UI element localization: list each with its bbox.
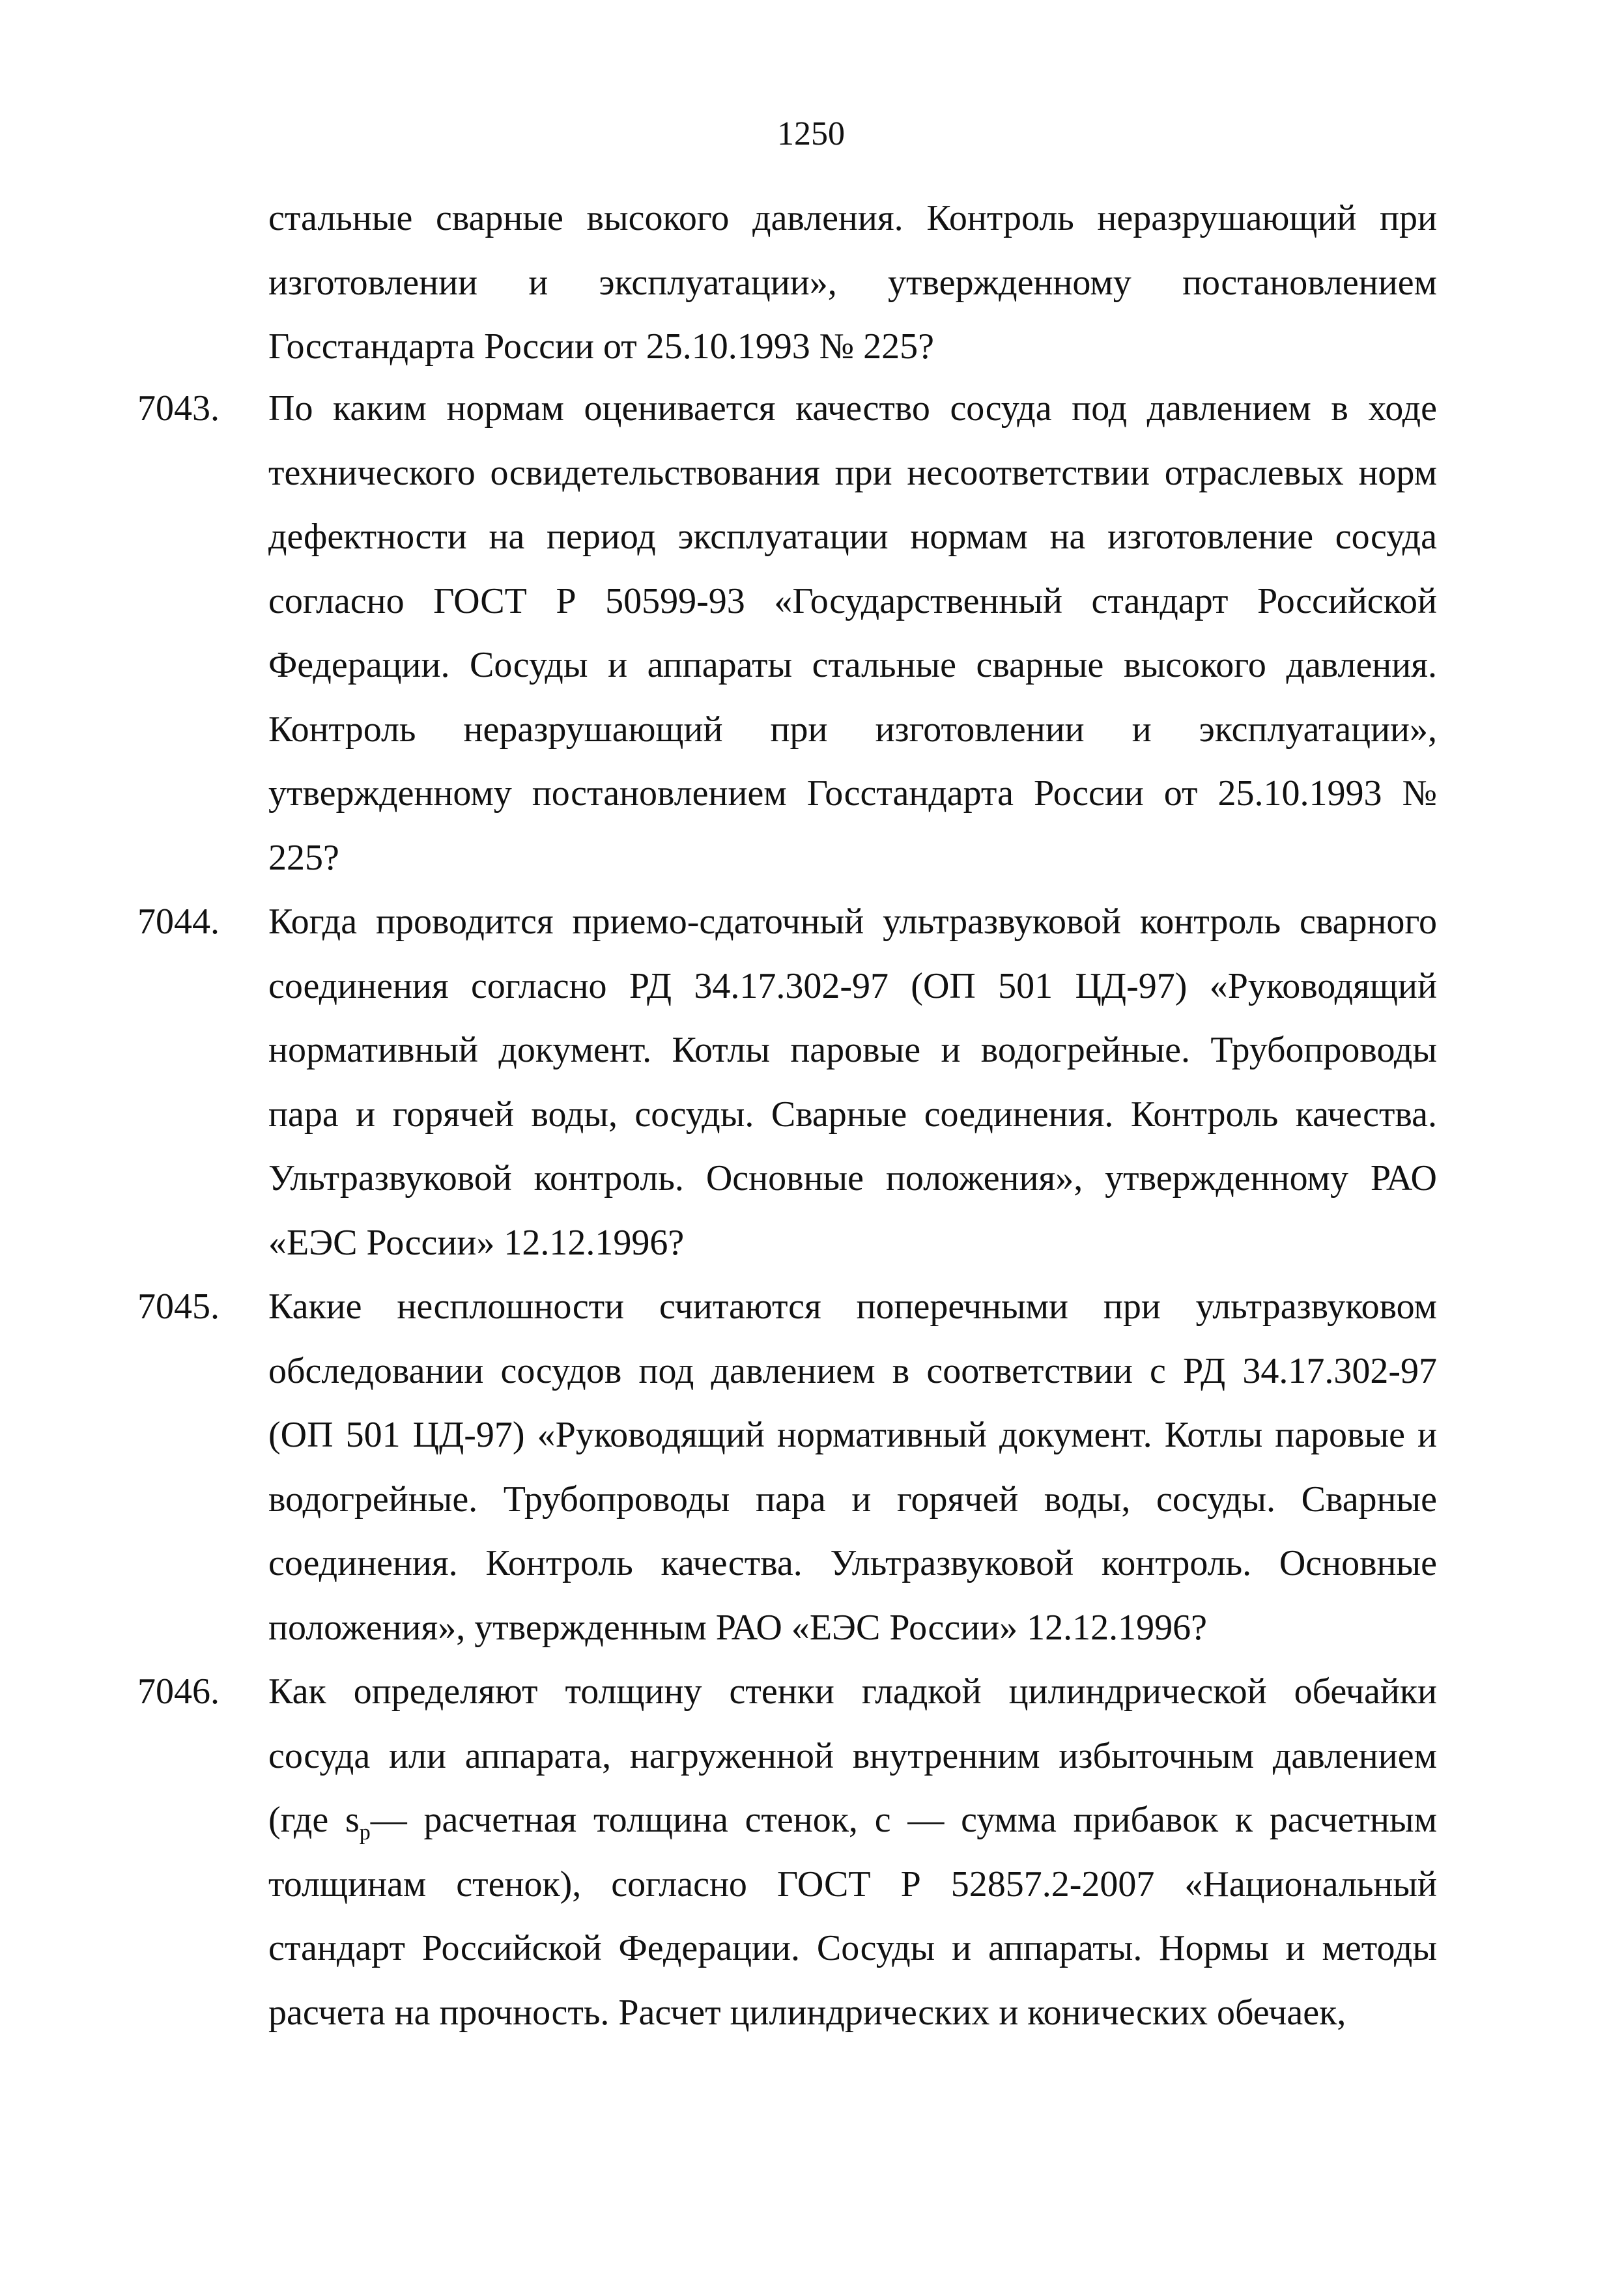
question-number: 7045. bbox=[137, 1286, 220, 1327]
question-number: 7043. bbox=[137, 388, 220, 429]
question-number: 7046. bbox=[137, 1671, 220, 1712]
page-number: 1250 bbox=[777, 115, 845, 152]
question-text: Какие несплошности считаются поперечными при ультразвуковом обследовании сосудов под давлением в соответствии с РД 34.17.302-97 (ОП 501 ЦД-97) «Руководящий нормативный документ. Котлы паровые и водогрейные. Трубопроводы пара и горячей воды, сосуды. Сварные соединения. Контроль качества. Ультразвуковой контроль. Основные положения», утвержденным РАО «ЕЭС России» 12.12.1996? bbox=[268, 1286, 1437, 1648]
question-text-part: Как определяют толщину стенки гладкой цилиндрической обечайки сосуда или аппарата, нагруженной внутренним избыточным давлением (где s bbox=[268, 1671, 1437, 1840]
question-text bbox=[268, 1660, 1437, 2045]
question-7045 bbox=[137, 1275, 1437, 1660]
question-text-part: — расчетная толщина стенок, с — сумма прибавок к расчетным толщинам стенок), согласно ГОСТ Р 52857.2-2007 «Национальный стандарт Российской Федерации. Сосуды и аппараты. Нормы и методы расчета на прочность. Расчет цилиндрических и конических обечаек, bbox=[268, 1800, 1438, 2033]
continuation-paragraph: стальные сварные высокого давления. Контроль неразрушающий при изготовлении и эксплуатации», утвержденному постановлением Госстандарта России от 25.10.1993 № 225? bbox=[268, 198, 1437, 367]
question-7046 bbox=[137, 1660, 1438, 2045]
question-text: По каким нормам оценивается качество сосуда под давлением в ходе технического освидетельствования при несоответствии отраслевых норм дефектности на период эксплуатации нормам на изготовление сосуда согласно ГОСТ Р 50599-93 «Государственный стандарт Российской Федерации. Сосуды и аппараты стальные сварные высокого давления. Контроль неразрушающий при изготовлении и эксплуатации», утвержденному постановлением Госстандарта России от 25.10.1993 № 225? bbox=[268, 388, 1437, 878]
questions-list bbox=[137, 376, 1438, 2045]
question-7044 bbox=[137, 890, 1437, 1275]
question-text: Когда проводится приемо-сдаточный ультразвуковой контроль сварного соединения согласно РД 34.17.302-97 (ОП 501 ЦД-97) «Руководящий нормативный документ. Котлы паровые и водогрейные. Трубопроводы пара и горячей воды, сосуды. Сварные соединения. Контроль качества. Ультразвуковой контроль. Основные положения», утвержденному РАО «ЕЭС России» 12.12.1996? bbox=[268, 901, 1437, 1263]
symbol-subscript: р bbox=[359, 1821, 371, 1845]
question-number: 7044. bbox=[137, 901, 220, 942]
question-7043 bbox=[137, 376, 1437, 890]
